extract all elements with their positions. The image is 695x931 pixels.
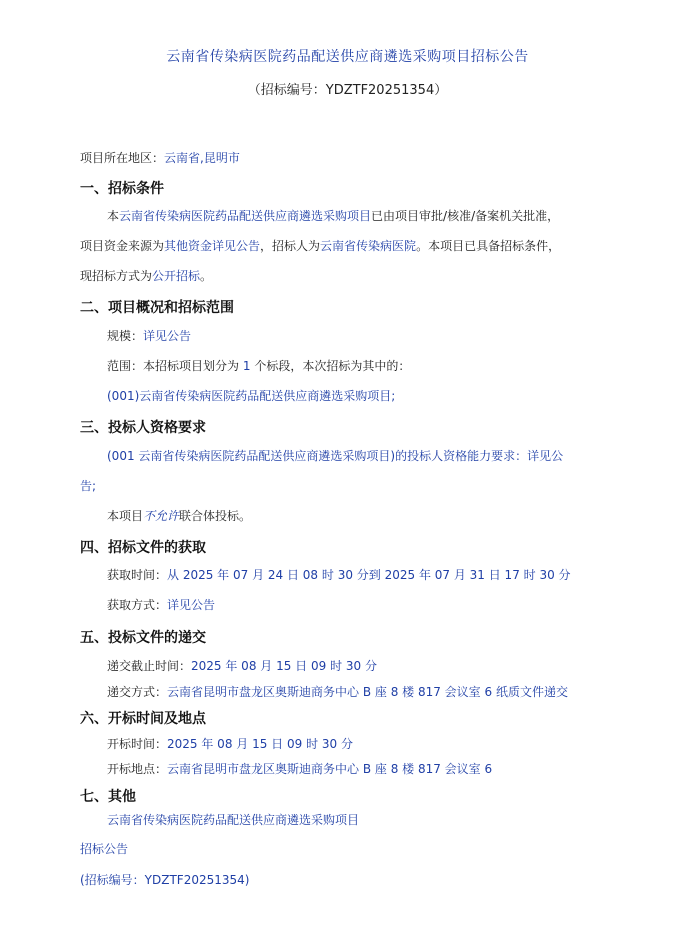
page-title: 云南省传染病医院药品配送供应商遴选采购项目招标公告 [166, 49, 529, 65]
text: 现招标方式为 [80, 269, 153, 283]
scope-line [107, 358, 410, 374]
acquire-time-value: 从 2025 年 07 月 24 日 08 时 30 分到 2025 年 07 月 31 日 17 时 30 分 [167, 568, 571, 582]
text: 范围：本招标项目划分为 [107, 359, 240, 373]
text: 。 [200, 269, 213, 283]
acquire-time-line [107, 567, 571, 583]
text: 。本项目已具备招标条件， [416, 239, 561, 253]
fund-source: 其他资金详见公告 [164, 239, 261, 253]
qualification-line1: (001 云南省传染病医院药品配送供应商遴选采购项目)的投标人资格能力要求：详见公 [107, 449, 564, 463]
qualification-line2: 告; [80, 479, 97, 493]
opening-time-value: 2025 年 08 月 15 日 09 时 30 分 [167, 737, 353, 751]
scale-line [107, 328, 191, 344]
submit-method-line [107, 684, 568, 700]
section3-heading: 三、投标人资格要求 [80, 420, 206, 436]
region-label: 项目所在地区： [80, 151, 165, 165]
deadline-line [107, 658, 377, 674]
opening-time-line [107, 736, 353, 752]
section7-heading: 七、其他 [80, 789, 136, 805]
opening-time-label: 开标时间： [107, 737, 168, 751]
other-announcement: 招标公告 [80, 842, 129, 856]
acquire-method-label: 获取方式： [107, 598, 168, 612]
deadline-label: 递交截止时间： [107, 659, 192, 673]
tender-number: （招标编号：YDZTF20251354） [247, 83, 448, 98]
section1-para-line3 [80, 268, 212, 284]
other-tender-number: (招标编号：YDZTF20251354) [80, 873, 250, 887]
opening-place-line [107, 761, 492, 777]
text: 联合体投标。 [179, 509, 252, 523]
text: 个标段，本次招标为其中的： [254, 359, 411, 373]
opening-place-label: 开标地点： [107, 762, 168, 776]
tenderer-name: 云南省传染病医院 [320, 239, 417, 253]
section5-heading: 五、投标文件的递交 [80, 630, 206, 646]
tender-method: 公开招标 [152, 269, 201, 283]
region-value: 云南省,昆明市 [164, 151, 240, 165]
text: ，招标人为 [260, 239, 321, 253]
section1-heading: 一、招标条件 [80, 181, 164, 197]
region-line [80, 150, 240, 166]
acquire-time-label: 获取时间： [107, 568, 168, 582]
scale-value: 详见公告 [143, 329, 192, 343]
acquire-method-value: 详见公告 [167, 598, 216, 612]
other-project-name: 云南省传染病医院药品配送供应商遴选采购项目 [107, 813, 360, 827]
section1-para-line2 [80, 238, 560, 254]
lot-count: 1 [242, 359, 251, 373]
scale-label: 规模： [107, 329, 144, 343]
section1-para-line1 [107, 208, 559, 224]
project-name: 云南省传染病医院药品配送供应商遴选采购项目 [119, 209, 372, 223]
section4-heading: 四、招标文件的获取 [80, 540, 206, 556]
submit-method-label: 递交方式： [107, 685, 168, 699]
text: 项目资金来源为 [80, 239, 165, 253]
lot-item: (001)云南省传染病医院药品配送供应商遴选采购项目; [107, 389, 396, 403]
text: 本项目 [107, 509, 144, 523]
consortium-line [107, 508, 251, 524]
acquire-method-line [107, 597, 215, 613]
section6-heading: 六、开标时间及地点 [80, 711, 206, 727]
consortium-status: 不允许 [143, 509, 180, 523]
submit-method-value: 云南省昆明市盘龙区奥斯迪商务中心 B 座 8 楼 817 会议室 6 纸质文件递交 [167, 685, 568, 699]
text: 本 [107, 209, 120, 223]
deadline-value: 2025 年 08 月 15 日 09 时 30 分 [191, 659, 377, 673]
opening-place-value: 云南省昆明市盘龙区奥斯迪商务中心 B 座 8 楼 817 会议室 6 [167, 762, 493, 776]
text: 已由项目审批/核准/备案机关批准， [371, 209, 560, 223]
section2-heading: 二、项目概况和招标范围 [80, 300, 234, 316]
